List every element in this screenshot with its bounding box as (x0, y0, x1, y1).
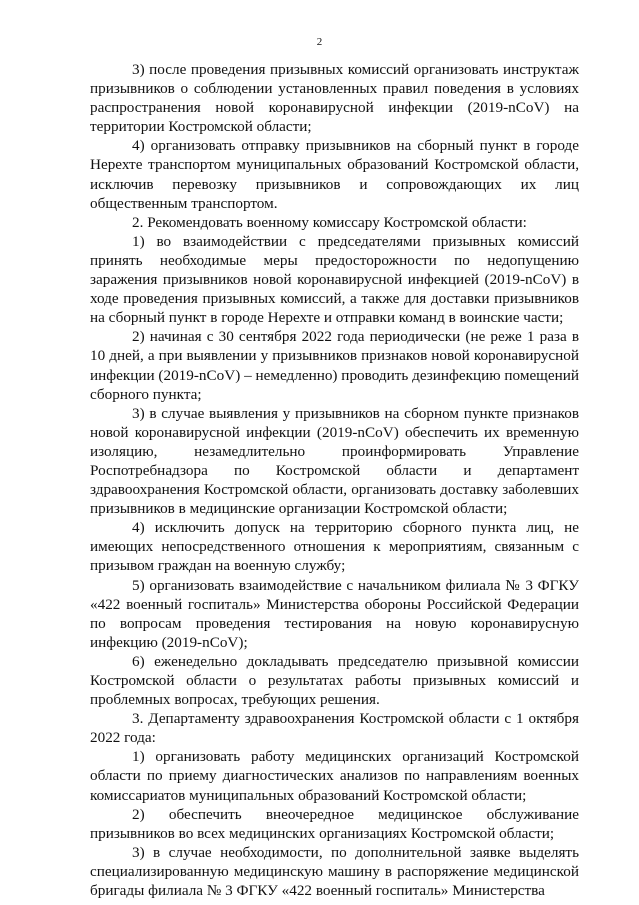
paragraph-1-4-transport: 4) организовать отправку призывников на сборный пункт в городе Нерехте транспортом муниципальных образований Костромской области, исключив перевозку призывников и сопровождающих их лиц общественным транспортом. (90, 137, 579, 212)
paragraph-3-2-medical-service: 2) обеспечить внеочередное медицинское обслуживание призывников во всех медицинских организациях Костромской области; (90, 805, 579, 842)
paragraph-2-4-access: 4) исключить допуск на территорию сборного пункта лиц, не имеющих непосредственного отношения к мероприятиям, связанным с призывом граждан на военную службу; (90, 519, 579, 575)
paragraph-2-1-precautions: 1) во взаимодействии с председателями призывных комиссий принять необходимые меры предосторожности по недопущению заражения призывников новой коронавирусной инфекцией (2019-nCoV) в ходе проведения призывных комиссий, а также для доставки призывников на сборный пункт в городе Нерехте и отправки команд в воинские части; (90, 232, 579, 327)
paragraph-3-1-diagnostics: 1) организовать работу медицинских организаций Костромской области по приему диагностических анализов по направлениям военных комиссариатов муниципальных образований Костромской области; (90, 748, 579, 804)
paragraph-2-3-isolation: 3) в случае выявления у призывников на сборном пункте признаков новой коронавирусной инфекции (2019-nCoV) обеспечить их временную изоляцию, незамедлительно проинформировать Управление Роспотребнадзора по Костромской области и департамент здравоохранения Костромской области, организовать доставку заболевших призывников в медицинские организации Костромской области; (90, 404, 579, 518)
document-body (90, 60, 579, 900)
paragraph-2-5-testing: 5) организовать взаимодействие с начальником филиала № 3 ФГКУ «422 военный госпиталь» Министерства обороны Российской Федерации по вопросам проведения тестирования на новую коронавирусную инфекцию (2019-nCoV); (90, 576, 579, 651)
section-2-heading: 2. Рекомендовать военному комиссару Костромской области: (132, 213, 527, 231)
section-3-heading: 3. Департаменту здравоохранения Костромской области с 1 октября 2022 года: (90, 710, 579, 747)
paragraph-1-3-instruction: 3) после проведения призывных комиссий организовать инструктаж призывников о соблюдении установленных правил поведения в условиях распространения новой коронавирусной инфекции (2019-nCoV) на территории Костромской области; (90, 61, 579, 136)
paragraph-2-2-disinfection: 2) начиная с 30 сентября 2022 года периодически (не реже 1 раза в 10 дней, а при выявлении у призывников признаков новой коронавирусной инфекции (2019-nCoV) – немедленно) проводить дезинфекцию помещений сборного пункта; (90, 328, 579, 403)
paragraph-2-6-reporting: 6) еженедельно докладывать председателю призывной комиссии Костромской области о результатах работы призывных комиссий и проблемных вопросах, требующих решения. (90, 652, 579, 709)
page-number: 2 (316, 36, 323, 48)
paragraph-3-3-ambulance: 3) в случае необходимости, по дополнительной заявке выделять специализированную медицинскую машину в распоряжение медицинской бригады филиала № 3 ФГКУ «422 военный госпиталь» Министерства (90, 843, 579, 900)
